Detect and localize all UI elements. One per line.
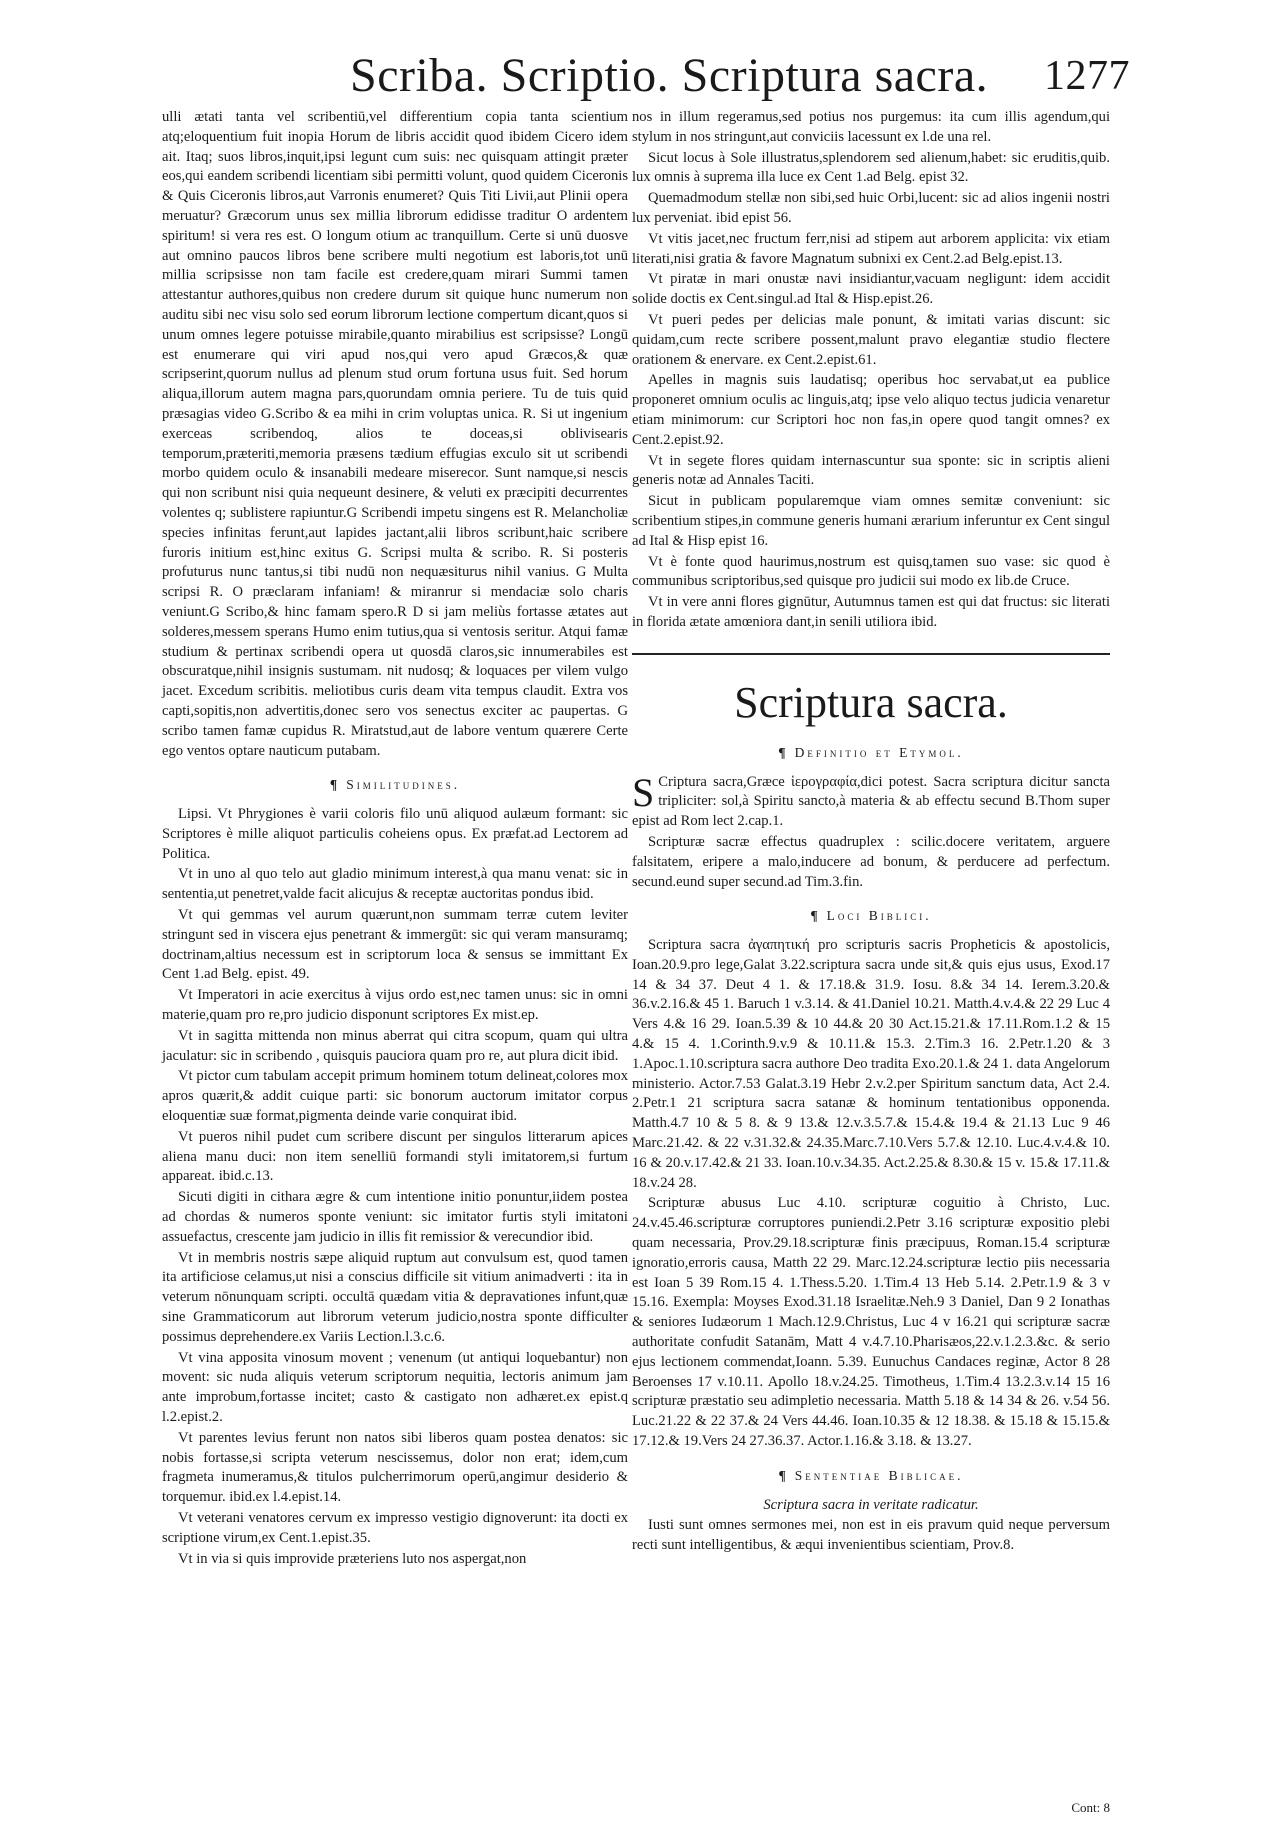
catchword: Cont: 8 — [1071, 1800, 1110, 1815]
left-paragraph: ulli ætati tanta vel scribentiū,vel differentium copia tanta scientium atq;eloquentium fuit inopia Horum de libris accidit quod ibidem Cicero idem ait. Itaq; suos libros,inquit,ipsi legunt cum suis: nec quisquam attingit præter eos,qui eandem scribendi licentiam sibi permitti volunt, quod quidem Ciceronis & Quis Ciceronis libros,aut Varronis enumeret? Quis Titi Livii,aut Plinii opera meruatur? Græcorum unus sex millia librorum edidisse traditur O ardentem spiritum! si vera res est. O longum otium ac tranquillum. Certe si unū duosve aut omnino paucos libros bene scribere multi negotium est laboris,tot unū millia scripsisse non tam facile est credere,quam mirari Summi tamen attestantur authores,quibus non credere durum sit quique hunc numerum non auditu sibi nec visu solo sed eorum librorum lectione compertum dicant,quos si unum omnes legere potuisse mirabile,quanto mirabilius est scripsisse? Longū est enumerare qui viri apud nos,qui vero apud Græcos,& quæ scripserint,quorum nullus ad plenum stud orum fortuna usus fuit. Sed horum aliqua,illorum autem magna pars,quorundam omnia periere. Tu de tuis quid præsagias video G.Scribo & ea mihi in crim voluptas unica. R. Si ut ingenium exerceas scribendoq, alios te doceas,si oblivisearis temporum,præteriti,memoria præsens tædium effugias exculo sit ut scribendi morbo quidem oculo & insanabili medeare miserecor. Sunt namque,si nescis qui non scribunt nisi quia nequeunt desinere, & veluti ex præcipiti decurrentes volentes q; sublistere rapiuntur.G Scribendi impetu singens est R. Melancholiæ species infinitas ferunt,aut lapides jactant,alii libros scribunt,haic scribere furoris initium est,hinc exitus G. Scripsi multa & scribo. R. Si posteris profuturus nunc tantus,si tibi nudū non nequæsiturus nihil vanius. G Multa scripsi R. O præclaram infaniam! & miranrur si mendaciæ solo charis veniunt.G Scribo,& hinc famam spero.R D si jam meliùs fortasse ætates aut solderes,messem sperans Humo enim tutius,qua si ventosis seritur. Atqui famæ studium & pertinax scribendi opera ut quosdā claros,sic innumerabiles est obscuratque,nihil insignis sustumam. nit nudosq; & loquaces per vilem vulgo jacet. Excedum scribitis. meliotibus curis deam vita tempus claudit. Extra vos capti,sopitis,non advertitis,donec sero vos senectus exciter ac paupertas. G scribo tamen famæ cupidus R. Miratstud,aut de labore ventum quærere Certe ego ventos optare nauticum putabam. — [162, 109, 628, 759]
pilcrow-icon: ¶ — [810, 908, 821, 924]
running-head-title: Scriba. Scriptio. Scriptura sacra. — [350, 49, 989, 102]
right-paragraph: Vt in segete flores quidam internascuntur sua sponte: sic in scriptis alieni generis notæ ad Annales Taciti. — [632, 452, 1110, 489]
running-head — [350, 48, 1130, 110]
definitio-text: Criptura sacra,Græce ἱερογραφία,dici potest. Sacra scriptura dicitur sancta tripliciter: sol,à Spiritu sancto,à materia & ab effectu secund B.Thom super epist ad Rom lect 2.cap.1. — [632, 773, 1110, 830]
left-paragraph: Vt veterani venatores cervum ex impresso vestigio dignoverunt: ita docti ex scriptione virum,ex Cent.1.epist.35. — [162, 1509, 628, 1546]
left-paragraph: Vt vina apposita vinosum movent ; venenum (ut antiqui loquebantur) non movent: sic nuda aliquis veterum scriptorum nequitia, lectoris animum jam ante improbum,fortasse incitet; casto & castigato non adhæret.ex epist.q l.2.epist.2. — [162, 1349, 628, 1425]
left-column — [162, 108, 628, 1570]
left-paragraph: Vt in membris nostris sæpe aliquid ruptum aut convulsum est, quod tamen ita artificiose celamus,ut nisi a conscius difficile sit vitium animadverti : ita in veterum nōnunquam scripti. occultā quædam vitia & depravationes infunt,quæ sine Grammaticorum aut librorum veterum judicio,nostra sponte difficulter possimus deprehendere.ex Variis Lection.l.3.c.6. — [162, 1249, 628, 1345]
right-paragraph — [632, 769, 1110, 832]
right-column — [632, 108, 1110, 1557]
pilcrow-icon: ¶ — [778, 744, 789, 760]
right-paragraph: Scriptura sacra ἀγαπητική pro scripturis sacris Propheticis & apostolicis, Ioan.20.9.pro lege,Galat 3.22.scriptura sacra unde sit,& quis ejus usus, Exod.17 14 & 34 37. Deut 4 1. & 17.18.& 31.9. Iosu. 8.& 34 14. Ierem.3.20.& 36.v.2.16.& 45 1. Baruch 1 v.3.14. & 41.Daniel 10.21. Matth.4.v.4.& 22 29 Luc 4 Vers 4.& 16 29. Ioan.5.39 & 10 44.& 20 30 Act.15.21.& 17.11.Rom.1.2 & 15 4.& 15 4. 1.Corinth.9.v.9 & 10.11.& 15.3. 2.Tim.3 16. 2.Petr.1.20 & 3 1.Apoc.1.10.scriptura sacra authore Deo tradita Exo.20.1.& 24 1. data Angelorum ministerio. Actor.7.53 Galat.3.19 Hebr 2.v.2.per Spiritum sanctum data, Act 2.4. 2.Petr.1 21 scriptura sacra satanæ & hominum tentationibus opponenda. Matth.4.7 10 & 5 8. & 9 13.& 12.v.3.5.7.& 15.4.& 19.4 & 21.13 Luc 9 46 Marc.21.42. & 22 v.31.32.& 24.35.Marc.7.10.Vers 5.7.& 12.10. Luc.4.v.4.& 10. 16 & 20.v.17.42.& 21 33. Ioan.10.v.34.35. Act.2.25.& 8.30.& 15 v. 15.& 17.11.& 18.v.24 28. — [632, 937, 1110, 1191]
right-paragraph: nos in illum regeramus,sed potius nos purgemus: ita cum illis agendum,qui stylum in nos stringunt,aut conviciis lacessunt ex l.de una rel. — [632, 109, 1110, 145]
right-paragraph: Quemadmodum stellæ non sibi,sed huic Orbi,lucent: sic ad alios ingenii nostri lux perveniat. ibid epist 56. — [632, 190, 1110, 226]
right-paragraph: Vt piratæ in mari onustæ navi insidiantur,vacuam negligunt: idem accidit solide doctis ex Cent.singul.ad Ital & Hisp.epist.26. — [632, 271, 1110, 308]
subheading-loci — [632, 906, 1110, 926]
drop-cap: S — [632, 769, 655, 815]
page-number: 1277 — [1044, 53, 1130, 99]
right-paragraph: Vt vitis jacet,nec fructum ferr,nisi ad stipem aut arborem applicita: vix etiam literati,nisi gratia & favore Magnatum subnixi ex Cent.2.ad Belg.epist.13. — [632, 230, 1110, 267]
right-paragraph: Vt pueri pedes per delicias male ponunt, & imitati varias discunt: sic quidam,cum recte scribere possent,malunt pravo elegantiæ studio flectere orationem & enervare. ex Cent.2.epist.61. — [632, 311, 1110, 368]
subheading-sententiae — [632, 1466, 1110, 1486]
section-rule — [632, 653, 1110, 655]
left-paragraph: Vt Imperatori in acie exercitus à vijus ordo est,nec tamen unus: sic in omni materie,quam pro re,pro judicio disponunt scriptores Ex mist.ep. — [162, 987, 628, 1024]
left-paragraph: Lipsi. Vt Phrygiones è varii coloris filo unū aliquod aulæum formant: sic Scriptores è mille aliquot particulis coheiens opus. Ex præfat.ad Lectorem ad Politica. — [162, 806, 628, 862]
right-paragraph: Scripturæ abusus Luc 4.10. scripturæ coguitio à Christo, Luc. 24.v.45.46.scripturæ corruptores puniendi.2.Petr 3.16 scripturæ expositio plebi quam necessaria, Prov.29.18.scripturæ finis præcipuus, Roman.15.4 scripturæ ignoratio,erroris causa, Matth 22 29. Marc.12.24.scripturæ lectio piis necessaria est Ioan 5 39 Rom.15 4. 1.Thess.5.20. 1.Tim.4 13 Heb 5.14. 2.Petr.1.9 & 3 v 15.16. Exempla: Moyses Exod.31.18 Israelitæ.Neh.9 3 Daniel, Dan 9 2 Ionathas & seniores Iudæorum 1 Mach.12.9.Christus, Luc 4 v 16.21 qui scripturæ sacræ authoritate confudit Satanām, Matt 4 v.4.7.10.Pharisæos,22.v.1.2.3.&c. & serio ejus lectionem commendat,Ioann. 5.39. Eunuchus Candaces reginæ, Actor 8 28 Beroenses 17 v.10.11. Apollo 18.v.24.25. Timotheus, 1.Tim.4 13.2.3.v.14 15 16 scripturæ præstatio seu adimpletio necessaria. Matth 5.18 & 14 34 & 26. v.54 56. Luc.21.22 & 22 37.& 24 Vers 44.46. Ioan.10.35 & 12 18.38. & 15.18 & 15.15.& 17.12.& 19.Vers 24 27.36.37. Actor.1.16.& 3.18. & 13.27. — [632, 1195, 1110, 1450]
right-paragraph: Apelles in magnis suis laudatisq; operibus hoc servabat,ut ea publice proponeret omnium oculis ac linguis,atq; ipse velo aliquo tectus judicia venaretur etiam minimorum: cur Scriptori hoc non fas,in opere quod tangit omnes? ex Cent.2.epist.92. — [632, 372, 1110, 448]
subheading-label: Loci Biblici. — [826, 908, 932, 924]
left-paragraph: Vt in sagitta mittenda non minus aberrat qui citra scopum, quam qui ultra jaculatur: sic in scribendo , quisquis pauciora quam pro re, aut plura dicit ibid. — [162, 1027, 628, 1064]
pilcrow-icon: ¶ — [329, 777, 341, 793]
right-paragraph: Scripturæ sacræ effectus quadruplex : scilic.docere veritatem, arguere falsitatem, eripere a malo,inducere ad bonum, & perducere ad perfectum. secund.eund super secund.ad Tim.3.fin. — [632, 833, 1110, 890]
subheading-definitio — [632, 743, 1110, 763]
right-paragraph: Iusti sunt omnes sermones mei, non est in eis pravum quid neque perversum recti sunt intelligentibus, & æqui invenientibus scientiam, Prov.8. — [632, 1517, 1110, 1554]
right-paragraph: Sicut in publicam popularemque viam omnes semitæ conveniunt: sic scribentium stipes,in commune generis humani ærarium inferuntur ex Cent singul ad Ital & Hisp epist 16. — [632, 493, 1110, 549]
subheading-label: Definitio et Etymol. — [794, 744, 964, 760]
left-paragraph: Vt qui gemmas vel aurum quærunt,non summam terræ cutem leviter stringunt sed in viscera ejus penetrant & immergūt: sic qui veram mansuramq; doctrinam,altius necessum est in scriptorum loca & sensus se immittant Ex Cent 1.ad Belg. epist. 49. — [162, 907, 628, 983]
right-paragraph: Sicut locus à Sole illustratus,splendorem sed alienum,habet: sic eruditis,quib. lux omnis à suprema illa luce ex Cent 1.ad Belg. epist 32. — [632, 149, 1110, 186]
left-paragraph: Vt pueros nihil pudet cum scribere discunt per singulos litterarum apices aliena manu duci: non item senelliū formandi styli imitatorem,si furtum appareat. ibid.c.13. — [162, 1128, 628, 1185]
subheading-similitudines — [162, 775, 628, 795]
left-paragraph: Sicuti digiti in cithara ægre & cum intentione initio ponuntur,iidem postea ad chordas & numeros sponte veniunt: sic imitator furtis styli imitatoni assuefactus, crescente jam judicio in illis fit remissior & verecundior ibid. — [162, 1189, 628, 1245]
right-paragraph: Vt è fonte quod haurimus,nostrum est quisq,tamen suo vase: sic quod è communibus scriptoribus,sed quisque pro judicii sui modo ex lib.de Cruce. — [632, 553, 1110, 590]
subheading-label: Similitudines. — [346, 777, 461, 793]
section-title: Scriptura sacra. — [734, 677, 1008, 727]
left-paragraph: Vt pictor cum tabulam accepit primum hominem totum delineat,colores mox apros quærit,& addit cuique parti: sic bonorum auctorum imitator corpus eloquentiæ suæ format,pigmenta deinde varie conquirat ibid. — [162, 1068, 628, 1125]
sententiae-lead: Scriptura sacra in veritate radicatur. — [763, 1496, 979, 1513]
pilcrow-icon: ¶ — [778, 1467, 789, 1483]
left-paragraph: Vt in uno al quo telo aut gladio minimum interest,à qua manu venat: sic in sententia,ut penetret,valde facit alicujus & receptæ auctoritas pondus ibid. — [162, 866, 628, 903]
right-paragraph: Vt in vere anni flores gignūtur, Autumnus tamen est qui dat fructus: sic literati in florida ætate amœniora dant,in senili utiliora ibid. — [632, 594, 1110, 630]
left-paragraph: Vt parentes levius ferunt non natos sibi liberos quam postea denatos: sic nobis fortasse,si scripta veterum nescissemus, dolor non erat; idem,cum fragmeta inumeramus,& titulos pulcherrimorum operū,angimur desiderio & torquemur. ibid.ex l.4.epist.14. — [162, 1429, 628, 1506]
left-paragraph: Vt in via si quis improvide præteriens luto nos aspergat,non — [178, 1550, 527, 1567]
subheading-label: Sententiae Biblicae. — [794, 1467, 964, 1483]
